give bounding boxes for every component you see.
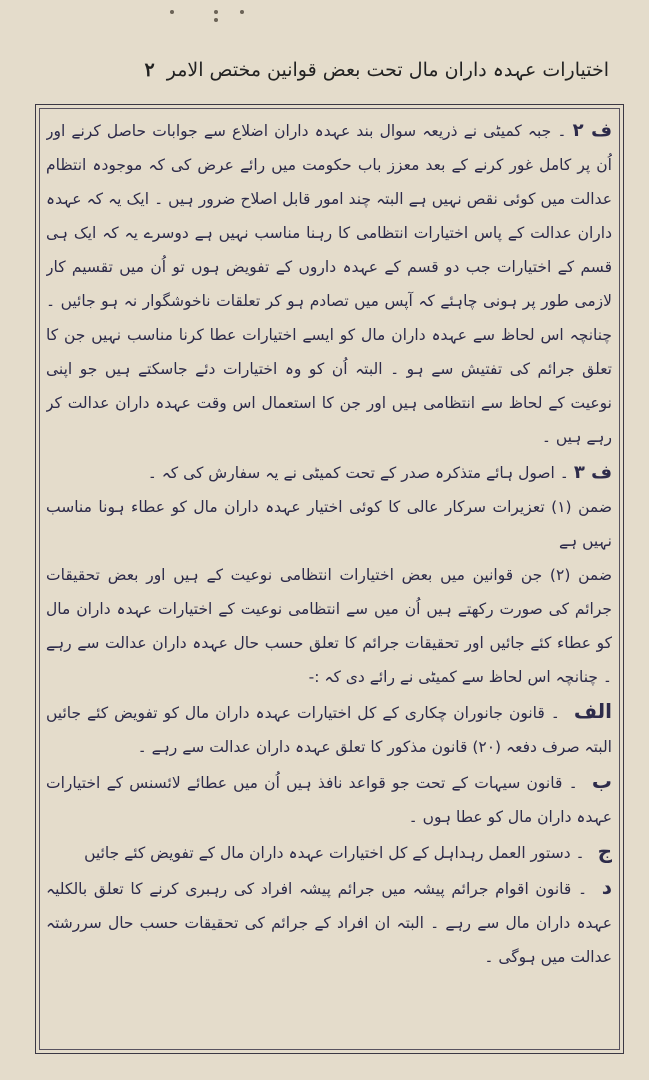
- paragraph-text: ۔ اصول ہائے متذکرہ صدر کے تحت کمیٹی نے یہ سفارش کی کہ ۔: [147, 464, 569, 482]
- paragraph-text: ۔ جبہ کمیٹی نے ذریعہ سوال بند عہدہ داران اضلاع سے جوابات حاصل کرنے اور اُن پر کامل غور کرنے کے بعد معزز باب حکومت میں رائے عرض کی کہ موجودہ انتظام عدالت میں کوئی نقص نہیں ہے البتہ چند امور قابل اصلاح ضرور ہیں ۔ ایک یہ کہ عہدہ داران عدالت کے پاس اختیارات انتظامی کا رہنا مناسب نہیں ہے دوسرے یہ کہ ایک ہی قسم کے اختیارات جب دو قسم کے عہدہ داروں کے تفویض ہوں تو اُن میں تقسیم کار لازمی طور پر ہونی چاہئے کہ آپس میں تصادم ہو کر تعلقات ناخوشگوار نہ ہو جائیں ۔ چنانچہ اس لحاظ سے عہدہ داران مال کو ایسے اختیارات عطا کرنا مناسب نہیں جن کا تعلق جرائم کی تفتیش سے ہو ۔ البتہ اُن کو وہ اختیارات دئے جاسکتے ہیں جو اپنی نوعیت کے لحاظ سے انتظامی ہیں اور جن کا استعمال اس وقت عہدہ داران عدالت کر رہے ہیں ۔: [46, 122, 612, 446]
- paragraph-section-3: [46, 456, 612, 490]
- item-letter: ج: [597, 839, 612, 863]
- paragraph-clause-2: [46, 558, 612, 694]
- list-item-dal: [46, 870, 612, 974]
- list-item-jim: [46, 834, 612, 870]
- page-header: [40, 50, 609, 90]
- list-item-alif: [46, 694, 612, 764]
- item-text: ۔ قانون جانوران چکاری کے کل اختیارات عہدہ داران مال کو تفویض کئے جائیں البتہ صرف دفعہ (۲۰) قانون مذکور کا تعلق عہدہ داران عدالت سے رہے ۔: [46, 704, 612, 756]
- paragraph-text: ضمن (۲) جن قوانین میں بعض اختیارات انتظامی نوعیت کے ہیں اور بعض تحقیقات جرائم کی صورت رکھتے ہیں اُن میں سے انتظامی نوعیت کے اختیارات عہدہ داران مال کو عطاء کئے جائیں اور تحقیقات جرائم کا تعلق حسب حال عہدہ داران عدالت سے رہے ۔ چنانچہ اس لحاظ سے کمیٹی نے رائے دی کہ :-: [46, 566, 612, 686]
- page-dots-decoration: [170, 6, 290, 26]
- section-mark: ف ۳: [573, 462, 612, 483]
- section-mark: ف ۲: [572, 120, 612, 141]
- document-body: [46, 114, 612, 1044]
- paragraph-clause-1: [46, 490, 612, 558]
- item-letter: د: [601, 875, 612, 899]
- paragraph-text: ضمن (۱) تعزیرات سرکار عالی کا کوئی اختیار عہدہ داران مال کو عطاء ہونا مناسب نہیں ہے: [46, 498, 612, 550]
- item-letter: ب: [591, 769, 612, 793]
- page-number: ۲: [144, 59, 155, 81]
- item-text: ۔ قانون اقوام جرائم پیشہ میں جرائم پیشہ افراد کی رہبری کرنے کا تعلق بالکلیہ عہدہ داران مال سے رہے ۔ البتہ ان افراد کے جرائم کی تحقیقات حسب حال سررشتہ عدالت میں ہوگی ۔: [46, 880, 612, 966]
- item-text: ۔ دستور العمل رہداہل کے کل اختیارات عہدہ داران مال کے تفویض کئے جائیں: [84, 844, 585, 862]
- page-header-title: اختیارات عہدہ داران مال تحت بعض قوانین مختص الامر: [166, 59, 609, 81]
- paragraph-section-2: [46, 114, 612, 454]
- list-item-be: [46, 764, 612, 834]
- item-letter: الف: [573, 699, 612, 723]
- item-text: ۔ قانون سیہات کے تحت جو قواعد نافذ ہیں اُن میں عطائے لائسنس کے اختیارات عہدہ داران مال کو عطا ہوں ۔: [46, 774, 612, 826]
